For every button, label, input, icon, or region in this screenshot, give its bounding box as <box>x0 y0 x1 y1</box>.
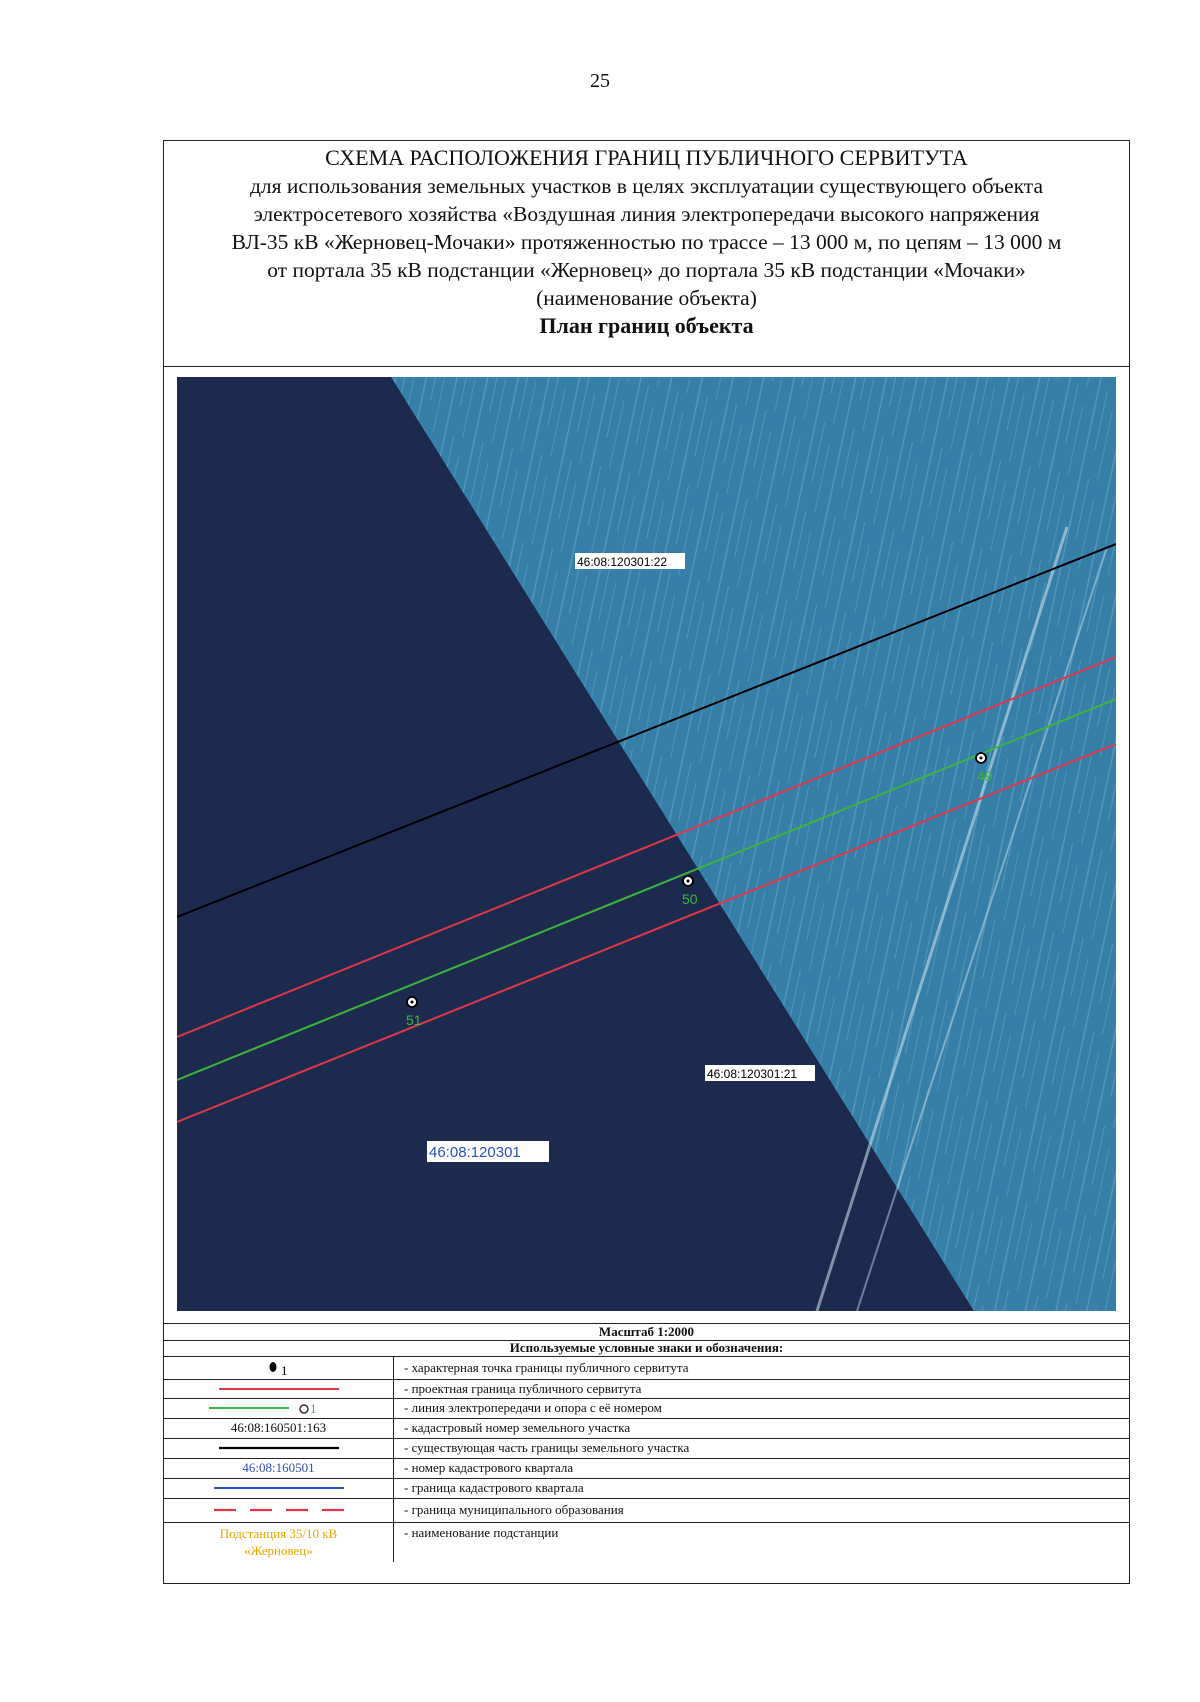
legend-symbol-parcel-number: 46:08:160501:163 <box>164 1418 394 1438</box>
substation-line-1: Подстанция 35/10 кВ <box>219 1526 338 1542</box>
header-line-4: от портала 35 кВ подстанции «Жерновец» до портала 35 кВ подстанции «Мочаки» <box>267 258 1026 282</box>
support-49-label: 49 <box>977 768 993 784</box>
header-line-1: для использования земельных участков в целях эксплуатации существующего объекта <box>249 174 1044 198</box>
legend-row <box>164 1418 1129 1438</box>
map-image <box>177 377 1116 1311</box>
legend-table <box>164 1357 1129 1562</box>
legend-desc: - проектная граница публичного сервитута <box>394 1379 1130 1398</box>
svg-text:1: 1 <box>280 1362 287 1378</box>
plan-title: План границ объекта <box>539 313 754 338</box>
legend-symbol-parcel-boundary <box>164 1438 394 1458</box>
legend-desc: - номер кадастрового квартала <box>394 1458 1130 1478</box>
object-caption: (наименование объекта) <box>536 286 757 310</box>
substation-line-2: «Жерновец» <box>244 1543 313 1559</box>
legend-desc: - существующая часть границы земельного участка <box>394 1438 1130 1458</box>
svg-text:1: 1 <box>309 1401 316 1416</box>
legend-symbol-easement-boundary <box>164 1379 394 1398</box>
legend-row <box>164 1438 1129 1458</box>
legend-row <box>164 1478 1129 1498</box>
quarter-label: 46:08:120301 <box>429 1144 521 1161</box>
legend-desc: - линия электропередачи и опора с её номером <box>394 1398 1130 1418</box>
legend-heading: Используемые условные знаки и обозначения: <box>164 1340 1129 1357</box>
support-50-label: 50 <box>682 891 698 907</box>
legend-desc: - наименование подстанции <box>394 1522 1130 1562</box>
parcel-label-22: 46:08:120301:22 <box>577 555 668 569</box>
legend-row <box>164 1498 1129 1522</box>
parcel-label-21: 46:08:120301:21 <box>707 1067 798 1081</box>
legend-desc: - характерная точка границы публичного сервитута <box>404 1359 689 1375</box>
support-51-label: 51 <box>406 1012 422 1028</box>
legend-desc: - граница кадастрового квартала <box>394 1478 1130 1498</box>
scheme-frame <box>163 140 1130 1584</box>
legend-symbol-quarter-boundary <box>164 1478 394 1498</box>
legend-desc: - кадастровый номер земельного участка <box>394 1418 1130 1438</box>
legend-symbol-power-line <box>164 1398 394 1418</box>
legend-desc: - граница муниципального образования <box>394 1498 1130 1522</box>
header-line-2: электросетевого хозяйства «Воздушная линия электропередачи высокого напряжения <box>253 202 1040 226</box>
legend-symbol-municipal-boundary <box>164 1498 394 1522</box>
page-number: 25 <box>590 70 610 92</box>
scheme-header <box>164 141 1129 367</box>
header-line-3: ВЛ-35 кВ «Жерновец-Мочаки» протяженностью по трассе – 13 000 м, по цепям – 13 000 м <box>231 230 1062 254</box>
legend-row <box>164 1398 1129 1418</box>
scheme-title: СХЕМА РАСПОЛОЖЕНИЯ ГРАНИЦ ПУБЛИЧНОГО СЕРВИТУТА <box>325 145 968 170</box>
legend-row <box>164 1458 1129 1478</box>
legend-row <box>164 1522 1129 1562</box>
legend-row <box>164 1379 1129 1398</box>
legend-symbol-quarter-number: 46:08:160501 <box>164 1458 394 1478</box>
map-scale: Масштаб 1:2000 <box>164 1323 1129 1341</box>
legend-row <box>164 1357 1129 1379</box>
legend-symbol-boundary-point <box>164 1357 394 1379</box>
legend-symbol-substation <box>164 1522 394 1562</box>
